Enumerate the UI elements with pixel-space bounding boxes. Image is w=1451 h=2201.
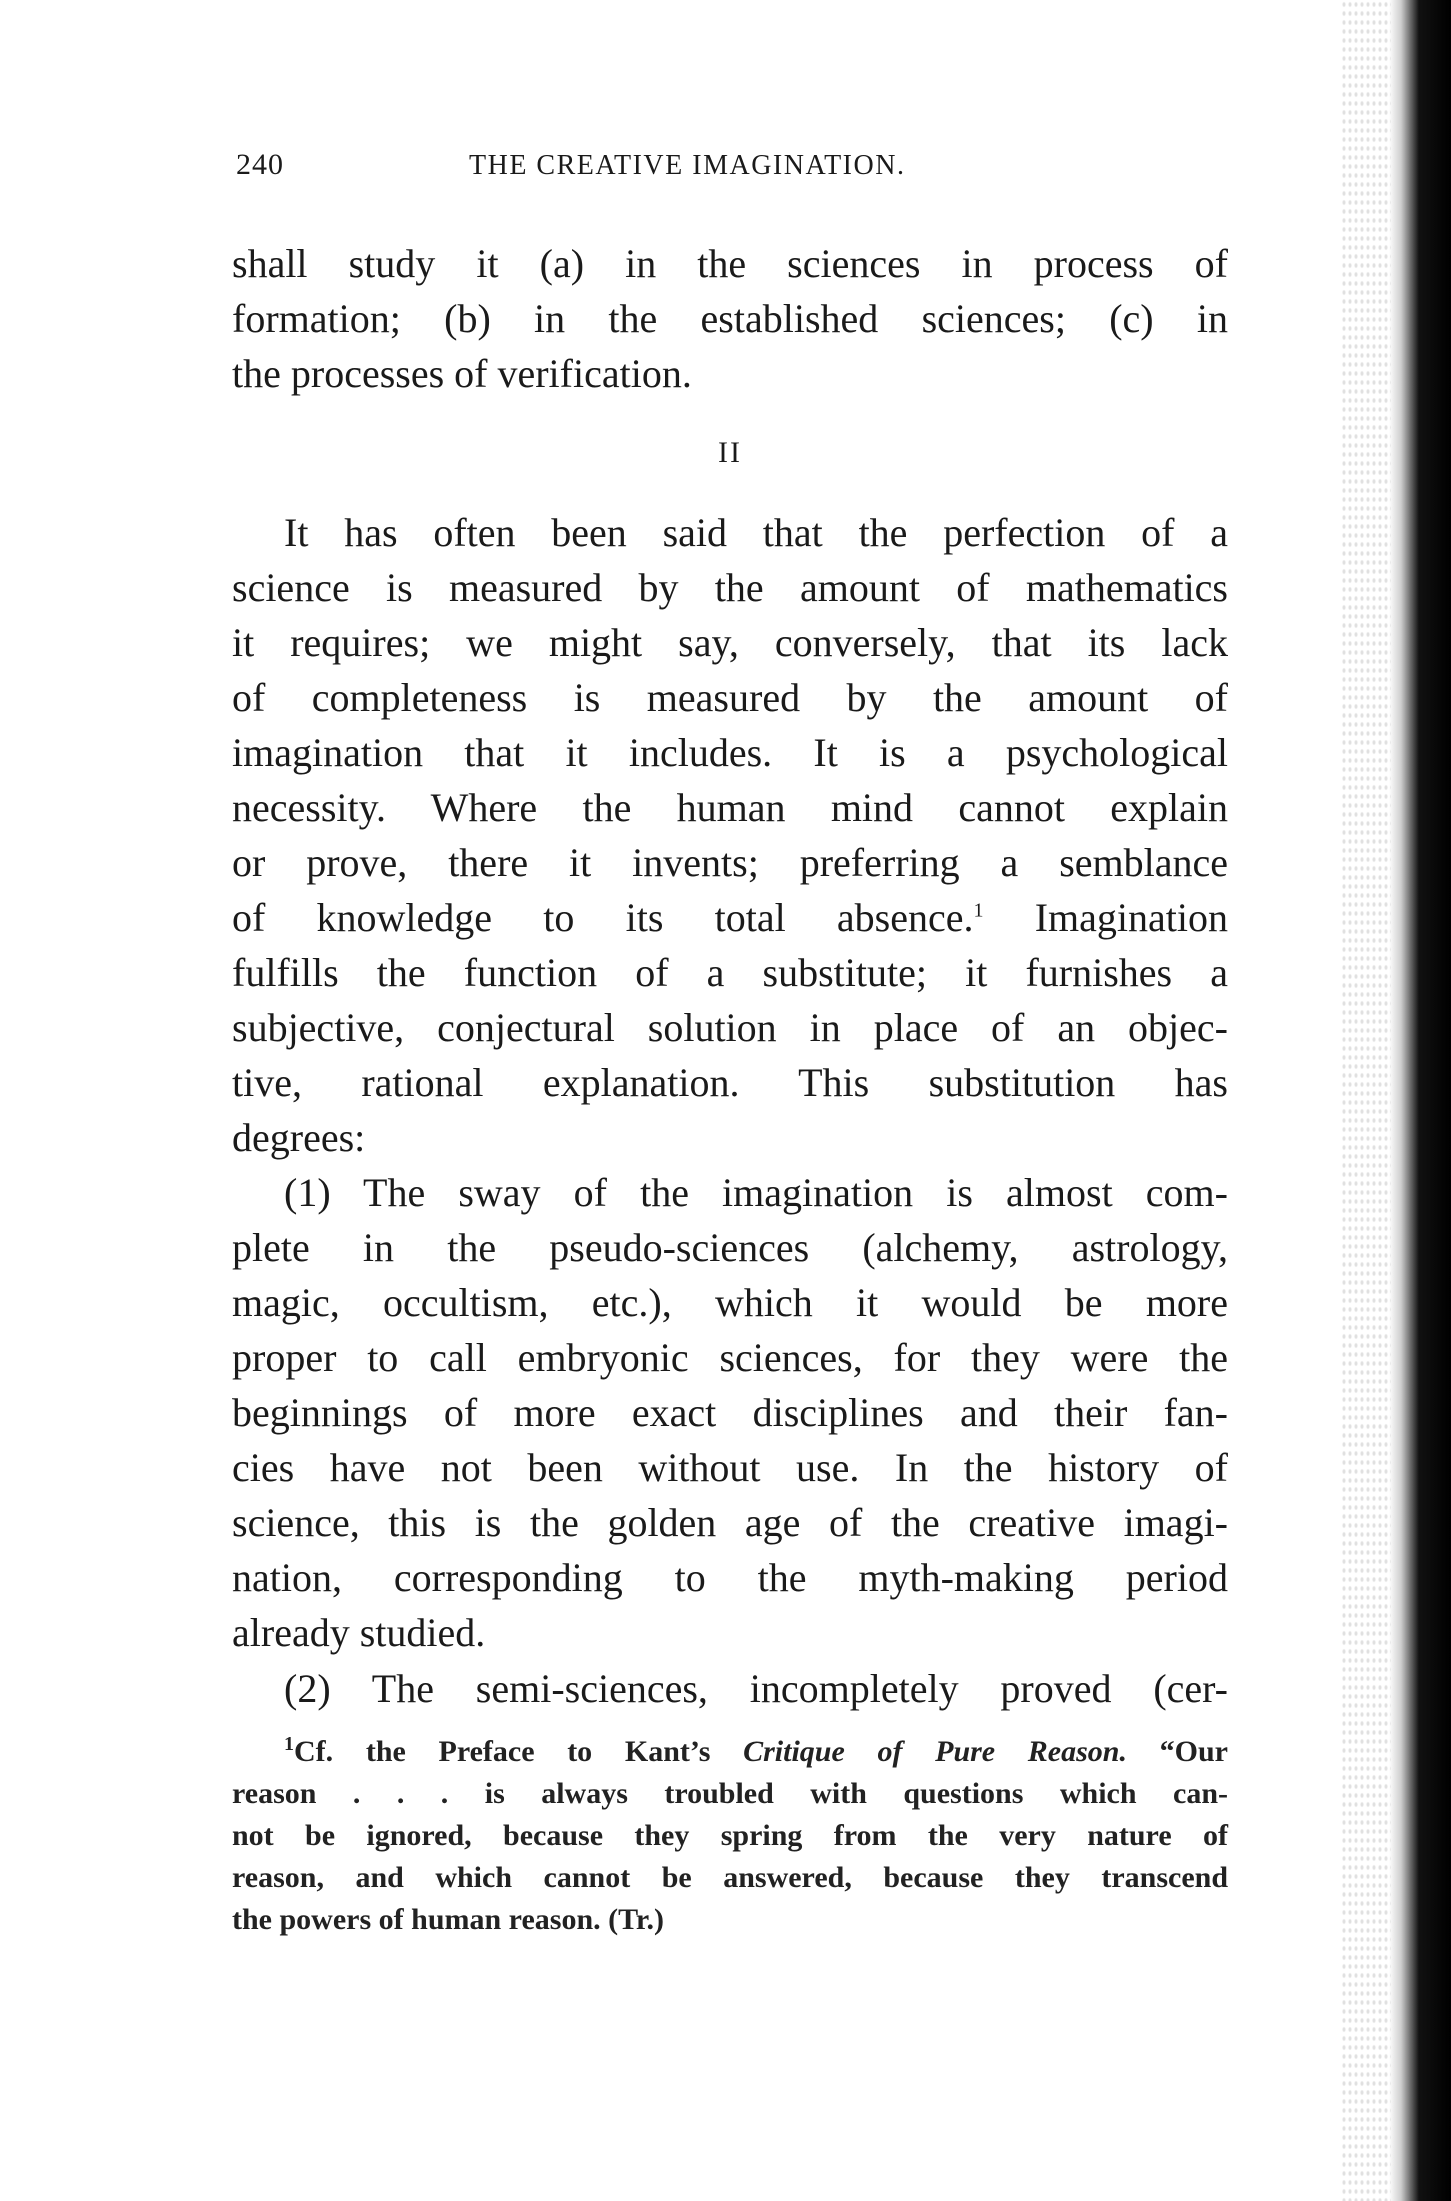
- line-text: of knowledge to its total absence.: [232, 895, 974, 940]
- text-line: or prove, there it invents; preferring a semblance: [232, 840, 1228, 885]
- footnote-marker: 1: [973, 899, 984, 922]
- binding-shadow: [1389, 0, 1451, 2201]
- footnote: [232, 1731, 1228, 1941]
- text-line: subjective, conjectural solution in place of an objec-: [232, 1005, 1228, 1050]
- footnote-line: reason, and which cannot be answered, because they transcend: [232, 1861, 1228, 1894]
- text-line: (2) The semi-sciences, incompletely proved (cer-: [284, 1666, 1228, 1711]
- text-line: It has often been said that the perfection of a: [284, 510, 1228, 555]
- paragraph-one: [232, 1165, 1228, 1660]
- text-line: shall study it (a) in the sciences in process of: [232, 241, 1228, 286]
- text-line: nation, corresponding to the myth-making period: [232, 1555, 1228, 1600]
- text-line-with-footnote: [232, 890, 1228, 945]
- text-line: fulfills the function of a substitute; it furnishes a: [232, 950, 1228, 995]
- text-line: imagination that it includes. It is a psychological: [232, 730, 1228, 775]
- main-paragraph: [232, 505, 1228, 1165]
- text-line: science, this is the golden age of the creative imagi-: [232, 1500, 1228, 1545]
- footnote-marker: 1: [284, 1733, 294, 1755]
- footnote-line: reason . . . is always troubled with questions which can-: [232, 1777, 1228, 1810]
- text-line: already studied.: [232, 1610, 486, 1655]
- footnote-book-title: Critique of Pure Reason.: [743, 1735, 1127, 1768]
- footnote-line: [232, 1731, 1228, 1773]
- running-head: [236, 148, 1226, 192]
- text-line: science is measured by the amount of mathematics: [232, 565, 1228, 610]
- binding-speckle: [1341, 0, 1391, 2201]
- text-line: beginnings of more exact disciplines and their fan-: [232, 1390, 1228, 1435]
- continuation-paragraph: [232, 236, 1228, 401]
- footnote-text: Cf. the Preface to Kant’s: [294, 1735, 711, 1768]
- text-line: plete in the pseudo-sciences (alchemy, astrology,: [232, 1225, 1228, 1270]
- footnote-text: “Our: [1159, 1735, 1228, 1768]
- text-line: necessity. Where the human mind cannot explain: [232, 785, 1228, 830]
- running-title: THE CREATIVE IMAGINATION.: [469, 150, 906, 181]
- text-line: the processes of verification.: [232, 351, 692, 396]
- line-text: Imagination: [1034, 895, 1228, 940]
- text-line: formation; (b) in the established sciences; (c) in: [232, 296, 1228, 341]
- text-line: tive, rational explanation. This substitution has: [232, 1060, 1228, 1105]
- footnote-line: not be ignored, because they spring from the very nature of: [232, 1819, 1228, 1852]
- text-line: of completeness is measured by the amount of: [232, 675, 1228, 720]
- text-line: magic, occultism, etc.), which it would be more: [232, 1280, 1228, 1325]
- paragraph-two: [232, 1661, 1228, 1716]
- text-line: proper to call embryonic sciences, for they were the: [232, 1335, 1228, 1380]
- text-line: degrees:: [232, 1115, 366, 1160]
- footnote-line: the powers of human reason. (Tr.): [232, 1903, 664, 1936]
- text-line: (1) The sway of the imagination is almost com-: [284, 1170, 1228, 1215]
- page-number: 240: [236, 148, 284, 181]
- text-line: it requires; we might say, conversely, that its lack: [232, 620, 1228, 665]
- text-line: cies have not been without use. In the history of: [232, 1445, 1228, 1490]
- section-heading: II: [718, 436, 742, 469]
